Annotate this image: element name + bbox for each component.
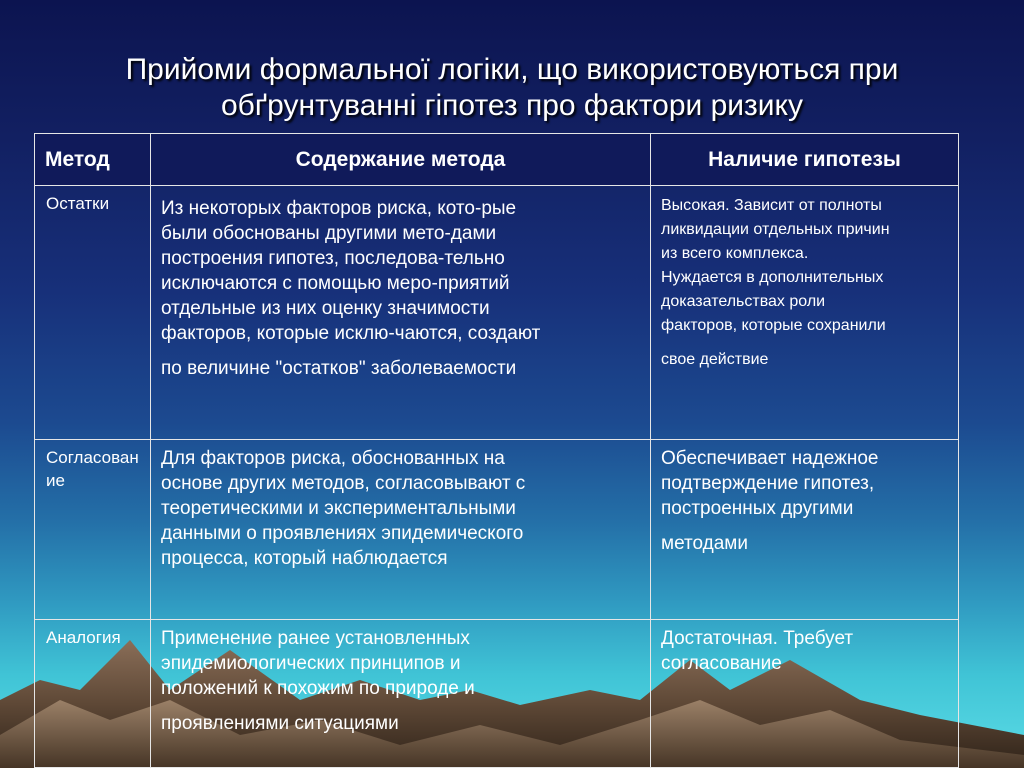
content-line: исключаются с помощью меро-приятий [161, 273, 510, 294]
method-label: Остатки [46, 194, 110, 213]
method-cell [35, 186, 151, 440]
title-line-2: обґрунтуванні гіпотез про фактори ризику [220, 89, 804, 122]
content-line: Для факторов риска, обоснованных на [161, 448, 505, 469]
content-line: положений к похожим по природе и [161, 678, 475, 699]
table-row [35, 620, 959, 768]
hypothesis-line: согласование [661, 653, 782, 674]
content-line: проявлениями ситуациями [161, 713, 399, 734]
content-line: Из некоторых факторов риска, кото-рые [161, 198, 517, 219]
hypothesis-cell [651, 620, 959, 768]
hypothesis-line: Обеспечивает надежное [661, 448, 879, 469]
content-line: факторов, которые исклю-чаются, создают [161, 323, 541, 344]
hypothesis-cell [651, 186, 959, 440]
method-label: Аналогия [46, 628, 121, 647]
method-cell [35, 440, 151, 620]
title-line-1: Прийоми формальної логіки, що використовуються при [125, 53, 899, 86]
content-line: процесса, который наблюдается [161, 548, 448, 569]
content-line: основе других методов, согласовывают с [161, 473, 526, 494]
hypothesis-line: факторов, которые сохранили [661, 317, 886, 334]
content-line: Применение ранее установленных [161, 628, 470, 649]
hypothesis-line: ликвидации отдельных причин [661, 221, 890, 238]
header-hypothesis: Наличие гипотезы [651, 134, 959, 186]
hypothesis-line: Высокая. Зависит от полноты [661, 197, 882, 214]
table-row [35, 186, 959, 440]
hypothesis-line: Достаточная. Требует [661, 628, 854, 649]
header-content: Содержание метода [151, 134, 651, 186]
hypothesis-line: доказательствах роли [661, 293, 826, 310]
hypothesis-line: методами [661, 533, 748, 554]
content-line: по величине "остатков" заболеваемости [161, 358, 517, 379]
method-label: Согласование [46, 448, 139, 490]
hypothesis-cell [651, 440, 959, 620]
hypothesis-line: подтверждение гипотез, [661, 473, 875, 494]
content-line: теоретическими и экспериментальными [161, 498, 516, 519]
table-row [35, 440, 959, 620]
slide-title [40, 52, 984, 124]
hypothesis-line: из всего комплекса. [661, 245, 809, 262]
content-cell [151, 186, 651, 440]
content-line: были обоснованы другими мето-дами [161, 223, 497, 244]
hypothesis-line: Нуждается в дополнительных [661, 269, 884, 286]
content-line: построения гипотез, последова-тельно [161, 248, 505, 269]
hypothesis-line: построенных другими [661, 498, 854, 519]
content-cell [151, 620, 651, 768]
table-header-row [35, 134, 959, 186]
content-cell [151, 440, 651, 620]
header-method: Метод [35, 134, 151, 186]
content-line: эпидемиологических принципов и [161, 653, 461, 674]
methods-table [34, 133, 959, 768]
content-line: данными о проявлениях эпидемического [161, 523, 524, 544]
hypothesis-line: свое действие [661, 351, 769, 368]
content-line: отдельные из них оценку значимости [161, 298, 490, 319]
method-cell [35, 620, 151, 768]
